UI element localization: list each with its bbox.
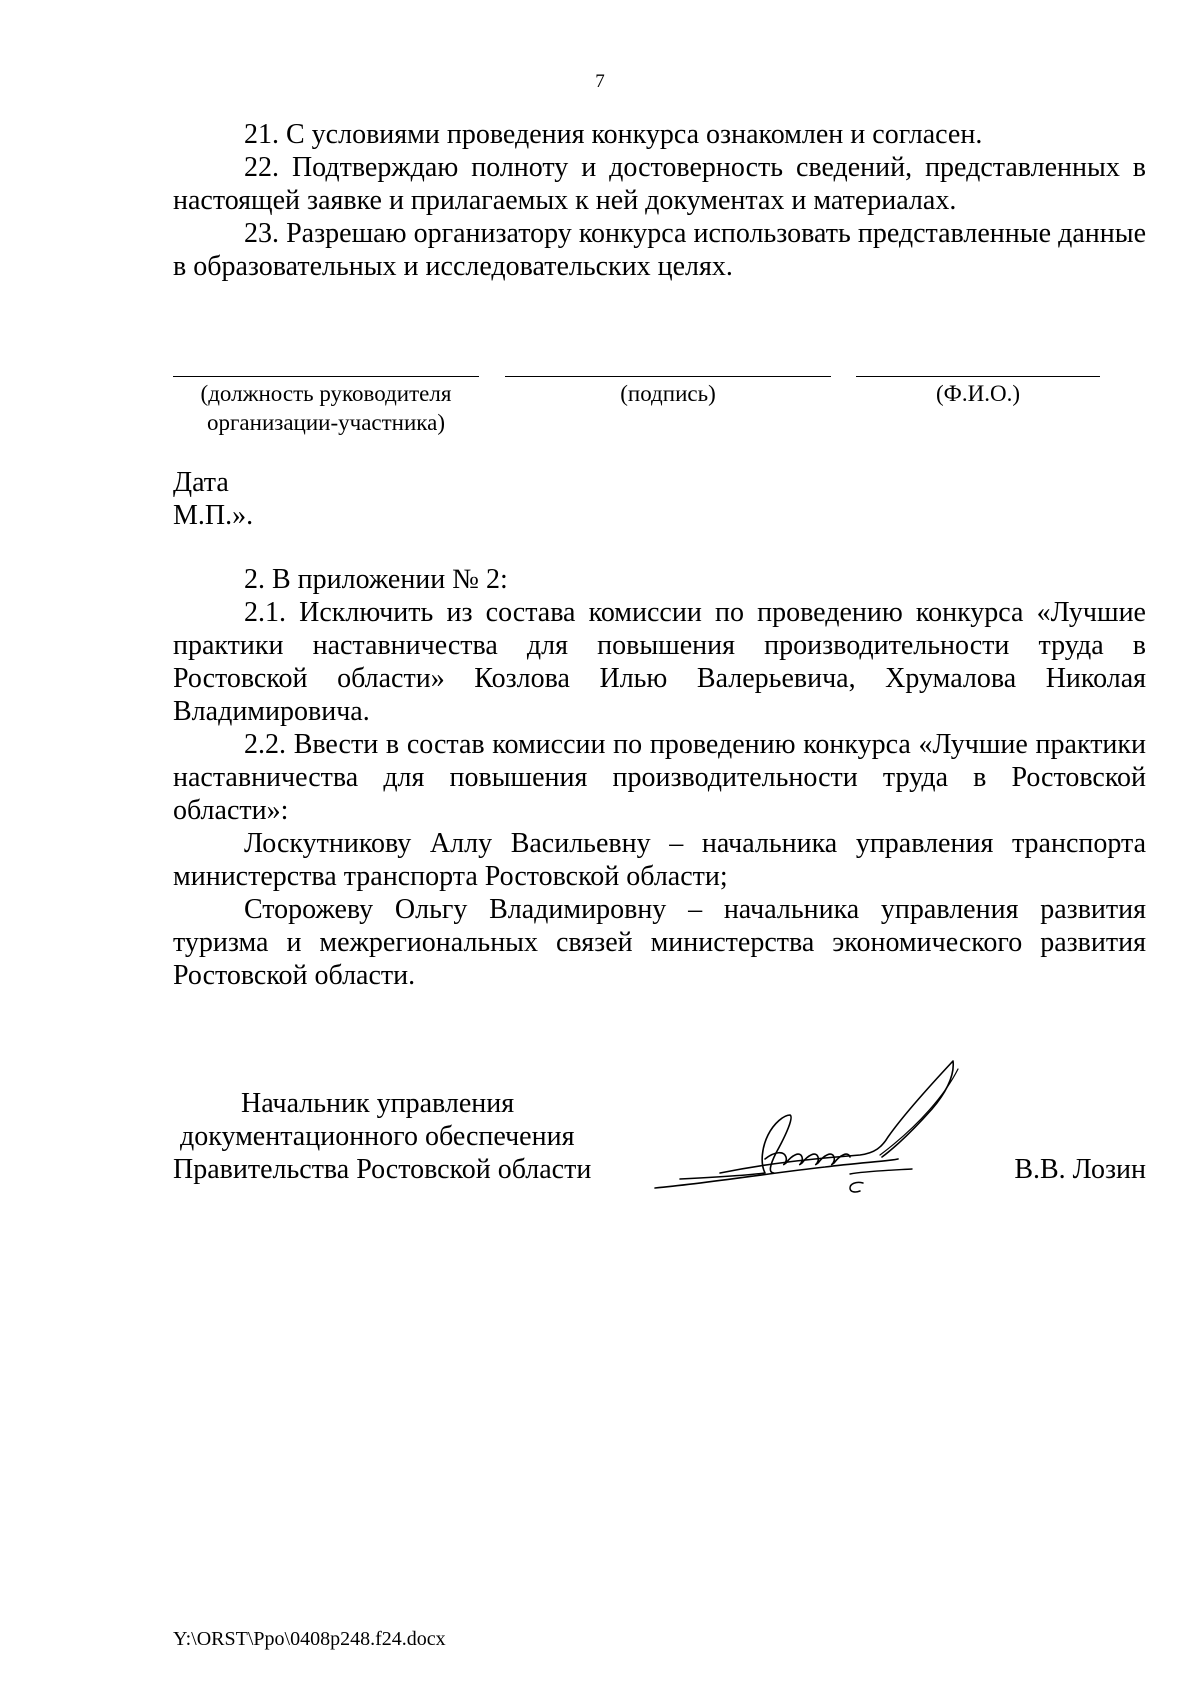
name-signature-line (856, 376, 1100, 377)
declaration-23: 23. Разрешаю организатору конкурса использовать представленные данные в образовательных и исследовательских целях. (173, 218, 1146, 282)
position-signature-line (173, 376, 479, 377)
signature-caption: (подпись) (620, 381, 716, 406)
commission-member-2: Сторожеву Ольгу Владимировну – начальника управления развития туризма и межрегиональных связей министерства экономического развития Ростовской области. (173, 894, 1146, 991)
declaration-21: 21. С условиями проведения конкурса ознакомлен и согласен. (244, 119, 983, 150)
official-title-line-3: Правительства Ростовской области (173, 1154, 592, 1185)
appendix-item-2-1: 2.1. Исключить из состава комиссии по проведению конкурса «Лучшие практики наставничества для повышения производительности труда в Ростовской области» Козлова Илью Валерьевича, Хрумалова Николая Владимировича. (173, 597, 1146, 727)
official-title-line-1: Начальник управления (241, 1088, 515, 1119)
declaration-22: 22. Подтверждаю полноту и достоверность сведений, представленных в настоящей заявке и прилагаемых к ней документах и материалах. (173, 152, 1146, 216)
date-label: Дата (173, 467, 229, 498)
position-caption-line-1: (должность руководителя (200, 381, 452, 406)
official-title-line-2: документационного обеспечения (180, 1121, 575, 1152)
official-title (173, 1087, 613, 1186)
handwritten-signature-icon (650, 1055, 980, 1205)
appendix-heading: 2. В приложении № 2: (244, 564, 508, 595)
stamp-label: М.П.». (173, 500, 254, 531)
commission-member-1: Лоскутникову Аллу Васильевну – начальника управления транспорта министерства транспорта Ростовской области; (173, 828, 1146, 892)
file-path-footer: Y:\ORST\Ppo\0408p248.f24.docx (173, 1628, 446, 1650)
official-name: В.В. Лозин (1014, 1154, 1146, 1185)
name-caption: (Ф.И.О.) (936, 381, 1020, 406)
position-caption (173, 379, 479, 437)
appendix-item-2-2: 2.2. Ввести в состав комиссии по проведению конкурса «Лучшие практики наставничества для повышения производительности труда в Ростовской области»: (173, 729, 1146, 826)
signature-line (505, 376, 831, 377)
position-caption-line-2: организации-участника) (207, 410, 445, 435)
page-number: 7 (595, 71, 605, 92)
